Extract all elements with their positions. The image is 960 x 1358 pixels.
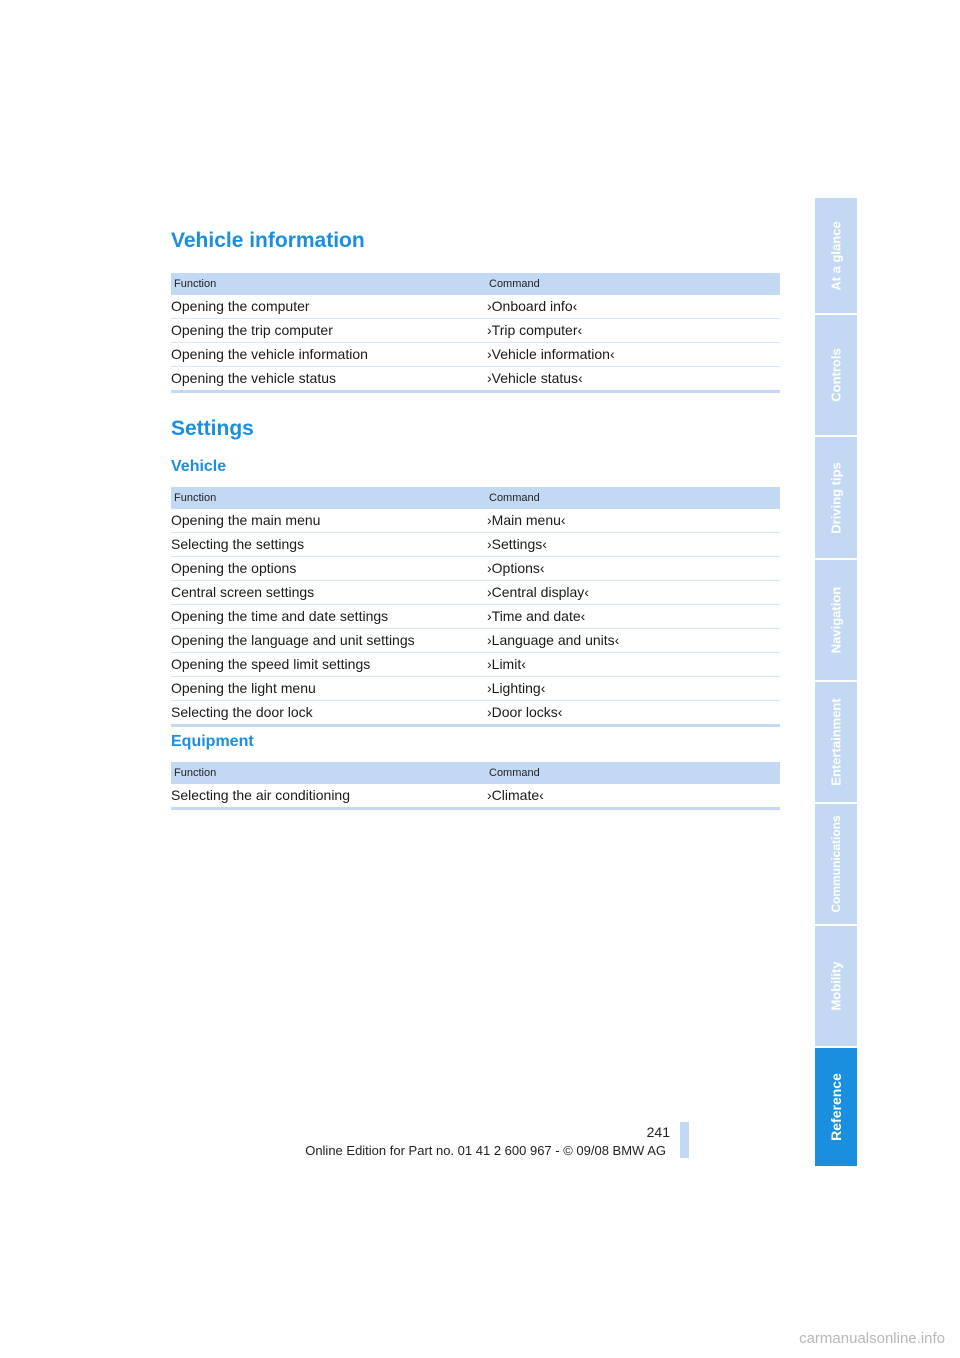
equipment-table <box>171 762 780 810</box>
header-function: Function <box>174 767 217 779</box>
table-header <box>171 273 780 295</box>
watermark: carmanualsonline.info <box>799 1330 945 1347</box>
table-row <box>171 319 780 343</box>
row-function: Opening the vehicle information <box>171 346 368 362</box>
subsection-title-equipment: Equipment <box>171 733 254 750</box>
row-command: ›Limit‹ <box>487 656 526 672</box>
tab-label: Controls <box>828 348 844 402</box>
table-row <box>171 653 780 677</box>
row-command: ›Vehicle information‹ <box>487 346 615 362</box>
tab-entertainment[interactable] <box>815 682 857 804</box>
row-function: Central screen settings <box>171 584 315 600</box>
section-title-settings: Settings <box>171 417 254 440</box>
row-command: ›Central display‹ <box>487 584 589 600</box>
row-command: ›Time and date‹ <box>487 608 586 624</box>
chapter-tabs <box>815 198 857 1168</box>
vehicle-settings-table <box>171 487 780 727</box>
tab-label: Reference <box>828 1073 844 1141</box>
table-row <box>171 581 780 605</box>
tab-communications[interactable] <box>815 804 857 926</box>
tab-controls[interactable] <box>815 315 857 437</box>
row-command: ›Trip computer‹ <box>487 322 583 338</box>
page-marker-bar <box>680 1122 689 1158</box>
row-command: ›Language and units‹ <box>487 632 620 648</box>
row-function: Opening the vehicle status <box>171 370 336 386</box>
tab-label: At a glance <box>828 220 844 291</box>
row-command: ›Options‹ <box>487 560 545 576</box>
tab-reference[interactable] <box>815 1048 857 1168</box>
tab-at-a-glance[interactable] <box>815 198 857 315</box>
row-command: ›Door locks‹ <box>487 704 563 720</box>
row-function: Selecting the settings <box>171 536 305 552</box>
row-function: Selecting the door lock <box>171 704 313 720</box>
row-command: ›Lighting‹ <box>487 680 546 696</box>
header-command: Command <box>489 278 540 290</box>
table-row <box>171 509 780 533</box>
row-command: ›Main menu‹ <box>487 512 566 528</box>
footer-edition-text: Online Edition for Part no. 01 41 2 600 967 - © 09/08 BMW AG <box>305 1143 666 1158</box>
row-function: Opening the trip computer <box>171 322 333 338</box>
table-row <box>171 629 780 653</box>
table-row <box>171 367 780 390</box>
row-function: Opening the time and date settings <box>171 608 389 624</box>
vehicle-information-table <box>171 273 780 393</box>
tab-label: Communications <box>829 815 843 913</box>
tab-label: Entertainment <box>828 698 844 786</box>
header-function: Function <box>174 492 217 504</box>
row-function: Selecting the air conditioning <box>171 787 351 803</box>
table-row <box>171 701 780 724</box>
table-row <box>171 784 780 807</box>
tab-label: Navigation <box>828 586 844 654</box>
row-command: ›Onboard info‹ <box>487 298 578 314</box>
table-header <box>171 762 780 784</box>
row-function: Opening the main menu <box>171 512 321 528</box>
tab-mobility[interactable] <box>815 926 857 1048</box>
row-command: ›Climate‹ <box>487 787 544 803</box>
table-row <box>171 557 780 581</box>
table-header <box>171 487 780 509</box>
tab-label: Driving tips <box>828 461 844 534</box>
tab-navigation[interactable] <box>815 560 857 682</box>
section-title-vehicle-information: Vehicle information <box>171 229 365 252</box>
row-function: Opening the computer <box>171 298 310 314</box>
table-row <box>171 533 780 557</box>
tab-driving-tips[interactable] <box>815 437 857 560</box>
table-row <box>171 677 780 701</box>
subsection-title-vehicle: Vehicle <box>171 458 227 475</box>
row-function: Opening the options <box>171 560 297 576</box>
row-command: ›Settings‹ <box>487 536 547 552</box>
page-number: 241 <box>646 1124 670 1140</box>
row-function: Opening the speed limit settings <box>171 656 371 672</box>
row-command: ›Vehicle status‹ <box>487 370 583 386</box>
header-command: Command <box>489 492 540 504</box>
table-row <box>171 605 780 629</box>
table-row <box>171 295 780 319</box>
row-function: Opening the light menu <box>171 680 316 696</box>
header-function: Function <box>174 278 217 290</box>
row-function: Opening the language and unit settings <box>171 632 415 648</box>
header-command: Command <box>489 767 540 779</box>
tab-label: Mobility <box>828 961 844 1011</box>
table-row <box>171 343 780 367</box>
